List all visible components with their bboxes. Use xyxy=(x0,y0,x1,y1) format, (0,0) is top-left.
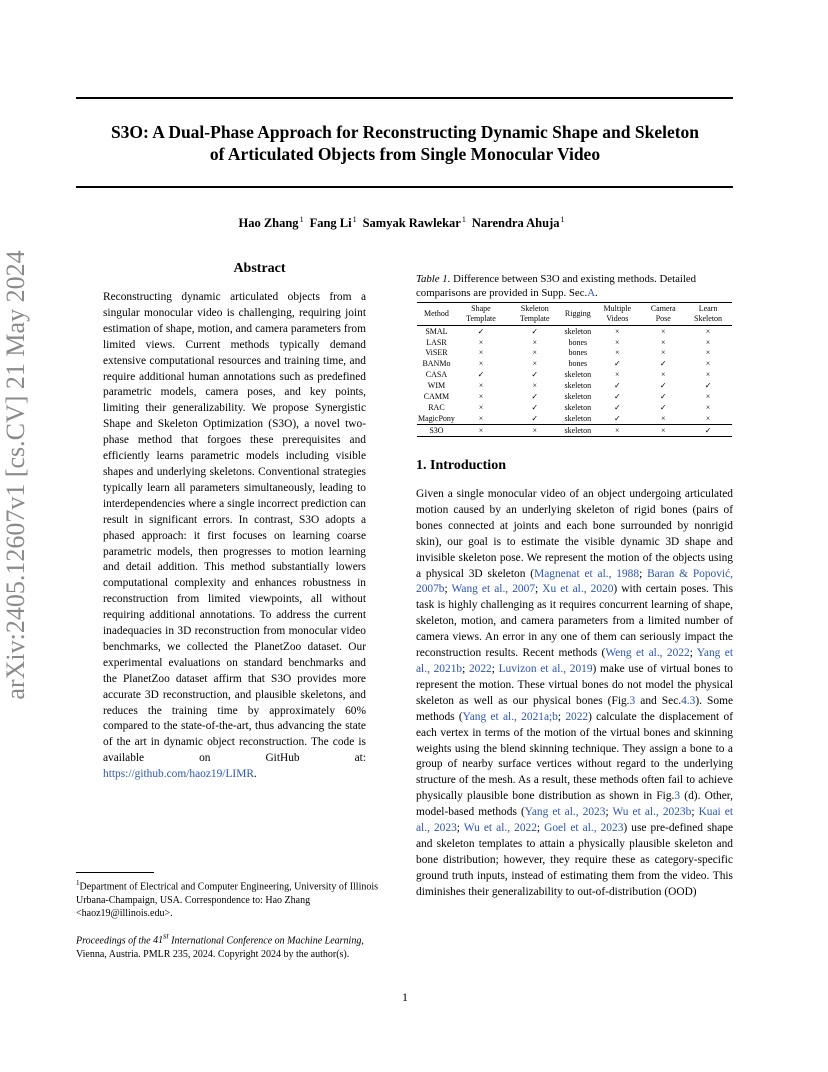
author-name: Samyak Rawlekar xyxy=(362,216,461,231)
abstract-body xyxy=(103,290,366,783)
author-affiliation-marker: 1 xyxy=(461,215,466,224)
table-header-cell: Camera Pose xyxy=(650,304,676,323)
citation-link[interactable]: Goel et al., 2023 xyxy=(544,822,624,835)
table-cell: × xyxy=(705,337,711,347)
comparison-table xyxy=(417,302,732,437)
author-affiliation-marker: 1 xyxy=(299,215,304,224)
citation-link[interactable]: Weng et al., 2022 xyxy=(605,647,690,660)
intro-text: ; xyxy=(691,806,699,819)
intro-text: ; xyxy=(536,822,545,835)
table-cell: ViSER xyxy=(425,348,448,358)
table-cell: ✓ xyxy=(659,402,667,412)
title-line-2: of Articulated Objects from Single Monocular Video xyxy=(209,144,601,164)
table-cell: ✓ xyxy=(477,370,485,380)
table-header-cell: Rigging xyxy=(564,308,591,318)
table-cell: ✓ xyxy=(704,381,712,391)
table-header-cell: Multiple Videos xyxy=(603,304,632,323)
table-cell: ✓ xyxy=(704,425,712,435)
table-cell: × xyxy=(661,337,666,347)
github-link[interactable]: https://github.com/haoz19/LIMR xyxy=(103,768,254,781)
table-cell: ✓ xyxy=(613,413,621,423)
intro-text: ; xyxy=(456,822,464,835)
table-cell: BANMo xyxy=(422,359,451,369)
table-cell: × xyxy=(478,425,484,435)
table-cell: skeleton xyxy=(564,392,592,402)
table-cell: ✓ xyxy=(477,326,485,336)
table-cell: MagicPony xyxy=(418,413,455,423)
table-caption-text: Difference between S3O and existing methods. Detailed comparisons are provided in Supp. Sec. xyxy=(416,273,697,299)
table-cell: × xyxy=(705,370,711,380)
introduction-body xyxy=(416,487,733,901)
intro-text: ; xyxy=(462,662,469,675)
table-cell: CASA xyxy=(425,370,448,380)
table-cell: skeleton xyxy=(564,413,592,423)
table-body xyxy=(417,326,732,437)
table-cell: × xyxy=(532,348,537,358)
table-cell: × xyxy=(615,348,620,358)
table-cell: skeleton xyxy=(564,402,592,412)
table-cell: bones xyxy=(568,337,588,347)
table-cell: × xyxy=(705,348,711,358)
table-cell: ✓ xyxy=(613,381,621,391)
proceedings-rest: , Vienna, Austria. PMLR 235, 2024. Copyright 2024 by the author(s). xyxy=(76,935,364,960)
citation-link[interactable]: Wang et al., 2007 xyxy=(451,583,536,596)
intro-text: ; xyxy=(444,583,452,596)
abstract-text-end: . xyxy=(253,768,257,781)
table-cell: ✓ xyxy=(659,381,667,391)
intro-text: Given a single monocular video of an object undergoing articulated motion caused by an underlying skeleton of rigid bones (pairs of bones connected at joints and each bone surrounded by nonrigid skin), our goal is to estimate the visible dynamic 3D shape and invisible skeleton pose. We represent the motion of the objects using a physical 3D skeleton ( xyxy=(416,488,733,580)
table-cell: × xyxy=(478,348,484,358)
table-cell: bones xyxy=(568,348,588,358)
citation-link[interactable]: 3 xyxy=(629,694,636,707)
table-cell: ✓ xyxy=(531,402,539,412)
intro-text: ; xyxy=(639,567,648,580)
table-cell: × xyxy=(661,413,666,423)
table-header-cell: Skeleton Template xyxy=(519,304,550,323)
citation-link[interactable]: Xu et al., 2020 xyxy=(542,583,614,596)
author-name: Narendra Ahuja xyxy=(471,216,560,231)
table-cell: × xyxy=(661,425,666,435)
table-cell: × xyxy=(661,326,666,336)
intro-text: ; xyxy=(557,710,566,723)
intro-text: ; xyxy=(491,662,499,675)
citation-link[interactable]: Yang et al., 2021b xyxy=(416,647,733,675)
abstract-text: Reconstructing dynamic articulated objects from a singular monocular video is challenging, requiring joint estimation of shape, motion, and camera parameters from limited views. Current methods typically demand extensive computational resources and training time, and require additional human annotations such as predefined parametric models, camera poses, and key points, limiting their generalizability. We propose Synergistic Shape and Skeleton Optimization (S3O), a novel two-phase method that forgoes these prerequisites and efficiently learns parametric models including visible shapes and underlying skeletons. Conventional strategies typically learn all parameters simultaneously, leading to interdependencies where a single incorrect prediction can result in significant errors. In contrast, S3O adopts a phased approach: it first focuses on learning coarse parametric models, then progresses to motion learning and detail addition. This method substantially lowers computational complexity and enhances robustness in reconstruction from limited viewpoints, all without requiring additional annotations. To address the current inadequacies in 3D reconstruction from monocular video benchmarks, we collected the PlanetZoo dataset. Our experimental evaluations on standard benchmarks and the PlanetZoo dataset affirm that S3O provides more accurate 3D reconstruction, and plausible skeletons, and reduces the training time by approximately 60% compared to the state-of-the-art, thus advancing the state of the art in dynamic object reconstruction. The code is available on GitHub at: xyxy=(103,291,366,765)
table-cell: × xyxy=(615,425,620,435)
intro-text: ) with certain poses. This task is highly challenging as it requires concurrent learning of shape, skeleton, motion, and camera parameters from a limited number of camera views. An error in any one of them can seriously impact the reconstruction results. Recent methods ( xyxy=(416,583,734,660)
intro-text: ). Some methods ( xyxy=(416,694,734,723)
citation-link[interactable]: 2022 xyxy=(565,710,589,723)
paper-title xyxy=(60,121,750,165)
table-header-row xyxy=(417,303,732,326)
table-row xyxy=(417,425,732,437)
table-row xyxy=(417,337,732,348)
table-caption-label: Table 1. xyxy=(416,273,451,285)
table-cell: ✓ xyxy=(613,392,621,402)
citation-link[interactable]: Luvizon et al., 2019 xyxy=(498,662,593,675)
citation-link[interactable]: Magnenat et al., 1988 xyxy=(534,567,640,580)
arxiv-stamp-text: arXiv:2405.12607v1 [cs.CV] 21 May 2024 xyxy=(1,250,30,700)
table-cell: S3O xyxy=(429,425,444,435)
intro-text: ) make use of virtual bones to represent the motion. These virtual bones do not model the physical skeleton as well as our physical bones (Fig. xyxy=(416,662,733,707)
table-cell: × xyxy=(705,392,711,402)
table-cell: × xyxy=(615,326,620,336)
table-cell: ✓ xyxy=(531,413,539,423)
title-line-1: S3O: A Dual-Phase Approach for Reconstructing Dynamic Shape and Skeleton xyxy=(110,122,700,142)
table-cell: × xyxy=(705,326,711,336)
table-cell: × xyxy=(532,359,537,369)
author-name: Hao Zhang xyxy=(238,216,299,231)
table-cell: skeleton xyxy=(564,326,592,336)
table-cell: × xyxy=(478,337,484,347)
table-cell: × xyxy=(532,337,537,347)
intro-text: ; xyxy=(605,806,613,819)
proceedings-ordinal: 41st xyxy=(153,932,169,947)
table-row xyxy=(417,348,732,359)
table-cell: × xyxy=(532,381,537,391)
supp-section-link[interactable]: A xyxy=(587,287,596,299)
table-cell: × xyxy=(705,413,711,423)
affiliation-footnote xyxy=(76,877,396,921)
table-cell: × xyxy=(705,359,711,369)
table-row xyxy=(417,326,732,337)
table-cell: × xyxy=(478,359,484,369)
table-cell: ✓ xyxy=(659,392,667,402)
citation-link[interactable]: Yang et al., 2021a;b xyxy=(462,710,558,723)
footnote-rule xyxy=(76,872,154,873)
table-row xyxy=(417,370,732,381)
author-name: Fang Li xyxy=(309,216,352,231)
table-cell: bones xyxy=(568,359,588,369)
author-list xyxy=(76,215,733,231)
citation-link[interactable]: Yang et al., 2023 xyxy=(524,806,606,819)
table-row xyxy=(417,391,732,402)
table-row xyxy=(417,359,732,370)
table-cell: × xyxy=(478,381,484,391)
table-header-cell: Shape Template xyxy=(466,304,496,323)
table-header-cell: Method xyxy=(424,308,449,318)
table-cell: skeleton xyxy=(564,381,592,391)
table-header-cell: Learn Skeleton xyxy=(694,304,723,323)
proceedings-note xyxy=(76,930,396,961)
table-cell: WIM xyxy=(427,381,446,391)
abstract-heading: Abstract xyxy=(233,261,286,276)
table-cell: × xyxy=(478,402,484,412)
table-cell: × xyxy=(615,337,620,347)
table-cell: skeleton xyxy=(564,370,592,380)
table-cell: × xyxy=(478,413,484,423)
proceedings-conference: International Conference on Machine Learning xyxy=(168,935,362,947)
table-cell: × xyxy=(661,370,666,380)
table-cell: × xyxy=(532,425,537,435)
table-cell: ✓ xyxy=(531,326,539,336)
table-row xyxy=(417,402,732,413)
citation-link[interactable]: 4.3 xyxy=(681,694,696,707)
table-caption: Table 1. Difference between S3O and existing methods. Detailed comparisons are provided in Supp. Sec.A. xyxy=(416,273,697,299)
table-cell: skeleton xyxy=(564,425,592,435)
footnote-text: Department of Electrical and Computer Engineering, University of Illinois Urbana-Champaign, USA. Correspondence to: Hao Zhang <haoz19@illinois.edu>. xyxy=(76,881,379,920)
table-cell: × xyxy=(661,348,666,358)
table-cell: ✓ xyxy=(613,359,621,369)
title-top-rule xyxy=(76,97,733,99)
table-cell: ✓ xyxy=(531,392,539,402)
proceedings-italic: Proceedings of the xyxy=(76,935,154,947)
author-affiliation-marker: 1 xyxy=(352,215,357,224)
footnote-marker: 1 xyxy=(76,879,80,887)
intro-text: ; xyxy=(535,583,543,596)
table-cell: × xyxy=(615,370,620,380)
citation-link[interactable]: Wu et al., 2022 xyxy=(463,822,537,835)
intro-text: (d). Other, model-based methods ( xyxy=(416,790,733,819)
citation-link[interactable]: Baran & Popović, 2007b xyxy=(416,567,734,596)
table-cell: × xyxy=(705,402,711,412)
citation-link[interactable]: Wu et al., 2023b xyxy=(612,806,692,819)
table-cell: ✓ xyxy=(531,370,539,380)
table-cell: ✓ xyxy=(613,402,621,412)
intro-text: ) use pre-defined shape and skeleton templates to attain a physically plausible skeleton and bone distribution; however, they require these as category-specific ground truth inputs, instead of estimating them from the video. This diminishes their generalizability to out-of-distribution (OOD) xyxy=(416,822,734,898)
table-cell: LASR xyxy=(426,337,447,347)
introduction-heading: 1. Introduction xyxy=(416,458,506,473)
intro-text: and Sec. xyxy=(635,694,682,707)
citation-link[interactable]: 3 xyxy=(674,790,681,803)
table-cell: CAMM xyxy=(423,392,450,402)
table-cell: ✓ xyxy=(659,359,667,369)
table-row xyxy=(417,413,732,424)
author-affiliation-marker: 1 xyxy=(560,215,565,224)
citation-link[interactable]: 2022 xyxy=(468,662,492,675)
title-bottom-rule xyxy=(76,186,733,188)
intro-text: ) calculate the displacement of each vertex in terms of the motion of the virtual bones and skinning weights using the blend skinning technique. They assign a bone to a group of nearby surface vertices without regard to the underlying structure of the mesh. As a result, these methods often fail to achieve physically plausible bone distribution as shown in Fig. xyxy=(416,710,733,803)
table-cell: RAC xyxy=(428,402,445,412)
table-row xyxy=(417,380,732,391)
table-cell: SMAL xyxy=(425,326,448,336)
table-cell: × xyxy=(478,392,484,402)
intro-text: ; xyxy=(689,647,697,660)
citation-link[interactable]: Kuai et al., 2023 xyxy=(416,806,733,835)
page-number: 1 xyxy=(402,990,408,1004)
